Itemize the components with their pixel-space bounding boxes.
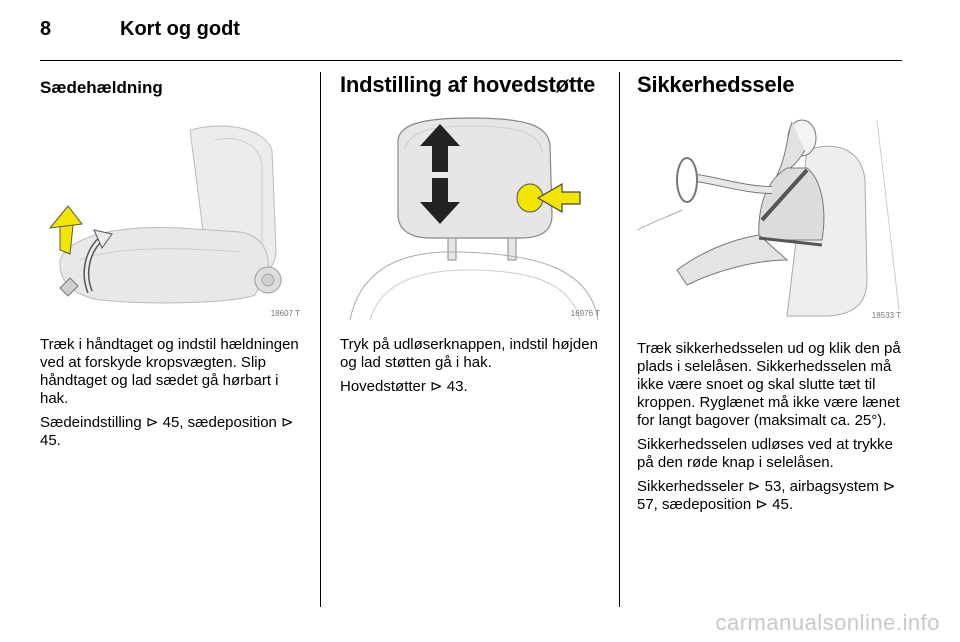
column-divider-2	[619, 72, 620, 607]
column-head-restraint	[340, 72, 602, 402]
paragraph: Hovedstøtter ⊳ 43.	[340, 378, 468, 395]
figure-code: 18533 T	[871, 311, 901, 320]
paragraph: Træk i håndtaget og indstil hældningen ved at forskyde kropsvægten. Slip håndtaget og lad sædet gå hørbart i hak.	[40, 336, 299, 407]
column-divider-1	[320, 72, 321, 607]
chapter-title: Kort og godt	[120, 18, 240, 40]
column-seat-belt	[637, 72, 903, 520]
seat-belt-text	[637, 340, 903, 514]
paragraph: Sikkerhedsselen udløses ved at trykke på den røde knap i selelåsen.	[637, 436, 893, 471]
seat-tilt-figure	[40, 110, 302, 320]
watermark: carmanualsonline.info	[715, 610, 940, 635]
section-heading-seat-belt: Sikkerhedssele	[637, 72, 795, 97]
figure-code: 16976 T	[570, 309, 600, 318]
paragraph: Tryk på udløserknappen, indstil højden og lad støtten gå i hak.	[340, 336, 598, 371]
head-restraint-text	[340, 336, 602, 396]
paragraph: Træk sikkerhedsselen ud og klik den på plads i selelåsen. Sikkerhedsselen må ikke være snoet og skal slutte tæt til kroppen. Ryglænet må ikke være lænet for langt bagover (maksimalt ca. 25°).	[637, 340, 901, 429]
column-seat-tilt	[40, 72, 302, 456]
paragraph: Sikkerhedsseler ⊳ 53, airbagsystem ⊳ 57, sædeposition ⊳ 45.	[637, 478, 896, 513]
page-number: 8	[40, 18, 52, 40]
section-heading-head-restraint: Indstilling af hovedstøtte	[340, 72, 596, 97]
paragraph: Sædeindstilling ⊳ 45, sædeposition ⊳ 45.	[40, 414, 294, 449]
seat-belt-figure	[637, 110, 903, 322]
seat-tilt-text	[40, 336, 302, 450]
head-restraint-figure	[340, 110, 602, 320]
page-header	[40, 18, 240, 41]
figure-code: 18607 T	[270, 309, 300, 318]
header-rule	[40, 60, 902, 61]
section-heading-seat-tilt: Sædehældning	[40, 78, 163, 97]
